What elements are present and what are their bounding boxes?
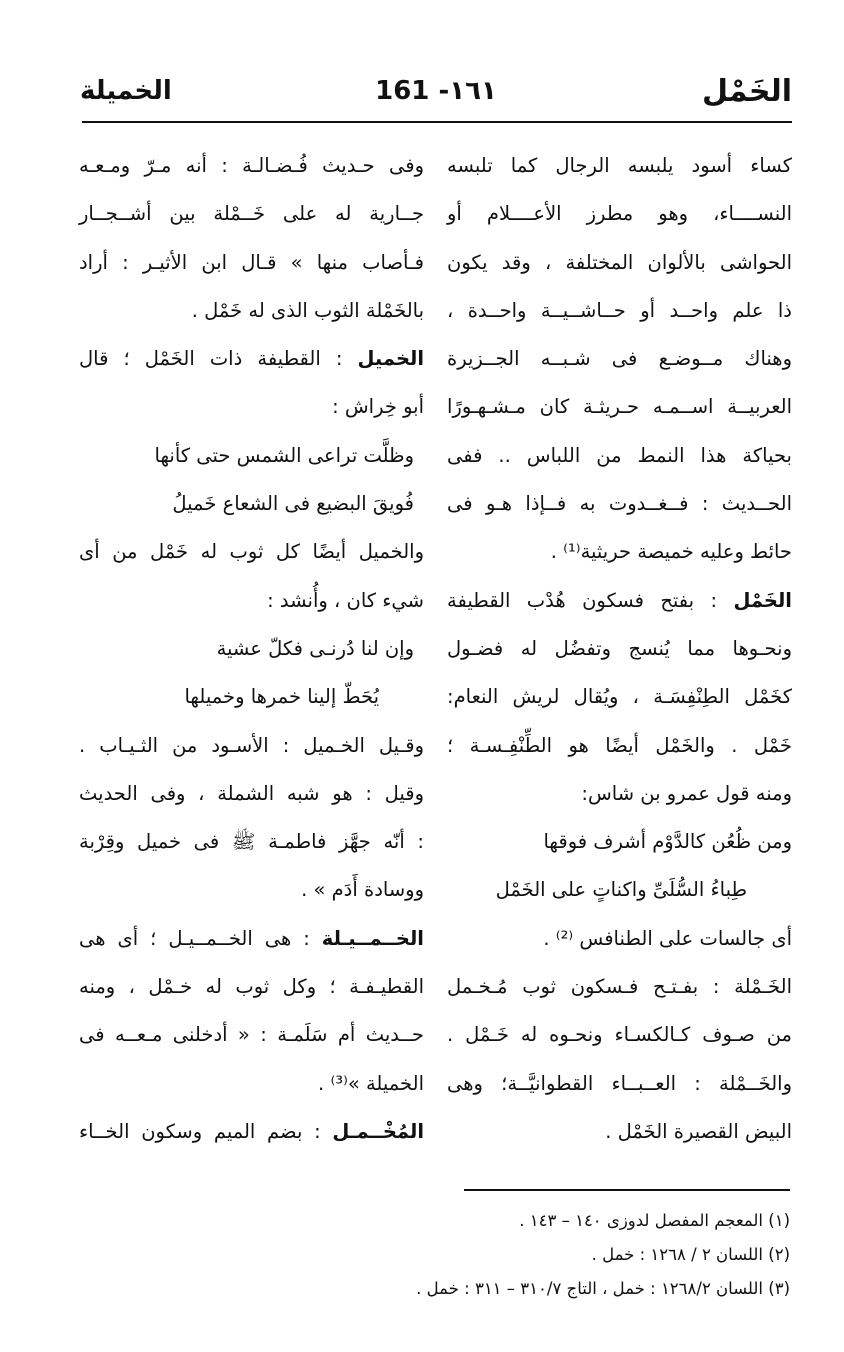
text-line [79, 432, 424, 480]
line-text: فـأصاب منها » قـال ابن الأثيـر : أراد [79, 250, 424, 274]
text-line [79, 383, 424, 431]
text-line [447, 866, 792, 914]
running-head: الخميلة [80, 76, 172, 106]
text-line [79, 963, 424, 1011]
text-line [79, 722, 424, 770]
text-line [447, 1108, 792, 1156]
headword: الخــمــيـلة [321, 926, 424, 950]
text-column-right [447, 142, 792, 1156]
text-line [447, 625, 792, 673]
line-text: الحــديث : فــغــدوت به فــإذا هـو فى [447, 492, 792, 516]
line-text: يُحَطّ إلينا خمرها وخميلها [184, 685, 379, 709]
line-text: خَمْل . والخَمْل أيضًا هو الطِّنْفِـسـة ؛ [447, 733, 792, 757]
line-text: والخَــمْلة : العــبــاء القطوانيَّــة؛ وهى [447, 1071, 792, 1095]
text-line [447, 673, 792, 721]
line-text: وإن لنا دُرنـى فكلّ عشية [216, 636, 414, 660]
line-text: : بضم الميم وسكون الخــاء [79, 1119, 333, 1143]
text-line [447, 190, 792, 238]
line-text: القطيـفـة ؛ وكل ثوب له خـمْل ، ومنه [79, 975, 424, 999]
headword: الخميل [357, 347, 424, 371]
line-text: وقيل : هو شبه الشملة ، وفى الحديث [79, 781, 424, 805]
text-line [79, 239, 424, 287]
text-line [79, 577, 424, 625]
text-line [79, 915, 424, 963]
entry-title: الخَمْل [701, 73, 792, 109]
text-line [447, 770, 792, 818]
text-line [447, 335, 792, 383]
line-text: من صـوف كـالكسـاء ونحـوه له خَـمْل . [447, 1023, 792, 1047]
text-line [447, 577, 792, 625]
text-line [79, 287, 424, 335]
line-text: : القطيفة ذات الخَمْل ؛ قال [79, 347, 358, 371]
line-text: بحياكة هذا النمط من اللباس .. ففى [447, 443, 792, 467]
line-text: ذا علم واحــد أو حــاشــيــة واحــدة ، [447, 298, 792, 322]
text-line [447, 287, 792, 335]
line-text: وقـيل الخـميل : الأسـود من الثـيـاب . [79, 733, 424, 757]
text-line [79, 190, 424, 238]
line-text: : أنّه جهَّز فاطمـة ﷺ فى خميل وقِرْبة [79, 830, 424, 854]
text-line [79, 528, 424, 576]
line-text: العربيــة اســمـه حـريثـة كان مـشـهـورًا [447, 395, 792, 419]
text-line [79, 625, 424, 673]
line-text: : بفتح فسكون هُدْب القطيفة [447, 588, 734, 612]
text-line [79, 335, 424, 383]
line-text: أى جالسات على الطنافس ⁽²⁾ . [543, 926, 792, 950]
line-text: طِباءُ السُّلَىِّ واكناتٍ على الخَمْل [495, 878, 747, 902]
text-column-left [79, 142, 424, 1156]
line-text: الحواشى بالألوان المختلفة ، وقد يكون [447, 250, 792, 274]
line-text: جــارية له على خَــمْلة بين أشــجــار [79, 202, 424, 226]
line-text: بالخَمْلة الثوب الذى له خَمْل . [191, 298, 424, 322]
line-text: : هى الخــمــيـل ؛ أى هى [79, 926, 322, 950]
text-line [79, 142, 424, 190]
line-text: ومنه قول عمرو بن شاس: [581, 781, 792, 805]
text-line [447, 528, 792, 576]
line-text: وظلَّت تراعى الشمس حتى كأنها [154, 443, 414, 467]
page-number: ١٦١- 161 [375, 76, 497, 106]
text-line [79, 1108, 424, 1156]
text-line [447, 1060, 792, 1108]
headword: المُخْــمـل [332, 1119, 424, 1143]
line-text: ووسادة أَدَم » . [301, 878, 424, 902]
text-line [79, 818, 424, 866]
line-text: وهناك مــوضـع فى شـبــه الجــزيرة [447, 347, 792, 371]
text-line [79, 673, 424, 721]
text-line [447, 818, 792, 866]
text-line [447, 432, 792, 480]
footnote-rule [464, 1189, 790, 1191]
text-line [447, 480, 792, 528]
footnotes [70, 1204, 790, 1306]
text-line [447, 142, 792, 190]
line-text: أبو خِراش : [332, 395, 424, 419]
line-text: كساء أسود يلبسه الرجال كما تلبسه [447, 154, 792, 177]
text-line [447, 722, 792, 770]
headword: الخَمْل [733, 588, 792, 612]
page-header [80, 66, 792, 116]
line-text: والخميل أيضًا كل ثوب له خَمْل من أى [79, 540, 424, 564]
footnote: (٣) اللسان ١٢٦٨/٢ : خمل ، التاج ٣١٠/٧ – ٣١١ : خمل . [416, 1279, 790, 1298]
text-line [447, 963, 792, 1011]
footnote: (١) المعجم المفصل لدوزى ١٤٠ – ١٤٣ . [519, 1211, 790, 1230]
text-line [79, 1060, 424, 1108]
text-line [447, 1011, 792, 1059]
line-text: النســــاء، وهو مطرز الأعــــلام أو [447, 202, 792, 226]
text-line [79, 1011, 424, 1059]
line-text: البيض القصيرة الخَمْل . [605, 1119, 792, 1143]
line-text: فُويقَ البضيع فى الشعاع خَميلُ [172, 492, 414, 516]
line-text: شيء كان ، وأُنشد : [267, 588, 424, 612]
text-line [447, 915, 792, 963]
line-text: الخَـمْلة : بفـتـح فـسكون ثوب مُـخـمل [447, 975, 792, 999]
line-text: ونحـوها مما يُنسج وتفضُل له فضـول [447, 636, 792, 660]
footnote: (٢) اللسان ٢ / ١٢٦٨ : خمل . [591, 1245, 790, 1264]
line-text: كخَمْل الطِنْفِسَـة ، ويُقال لريش النعام: [447, 685, 792, 709]
text-line [447, 239, 792, 287]
line-text: حــديث أم سَلَمـة : « أدخلنى مـعــه فى [79, 1023, 424, 1047]
line-text: ومن ظُعُن كالدَّوْم أشرف فوقها [543, 830, 792, 854]
line-text: الخميلة »⁽³⁾ . [318, 1071, 424, 1095]
line-text: وفى حـديث فُـضـالـة : أنه مـرّ ومـعـه [79, 154, 424, 177]
line-text: حائط وعليه خميصة حريثية⁽¹⁾ . [550, 540, 792, 564]
text-line [79, 866, 424, 914]
text-line [79, 770, 424, 818]
text-line [79, 480, 424, 528]
text-line [447, 383, 792, 431]
header-rule [82, 121, 792, 123]
